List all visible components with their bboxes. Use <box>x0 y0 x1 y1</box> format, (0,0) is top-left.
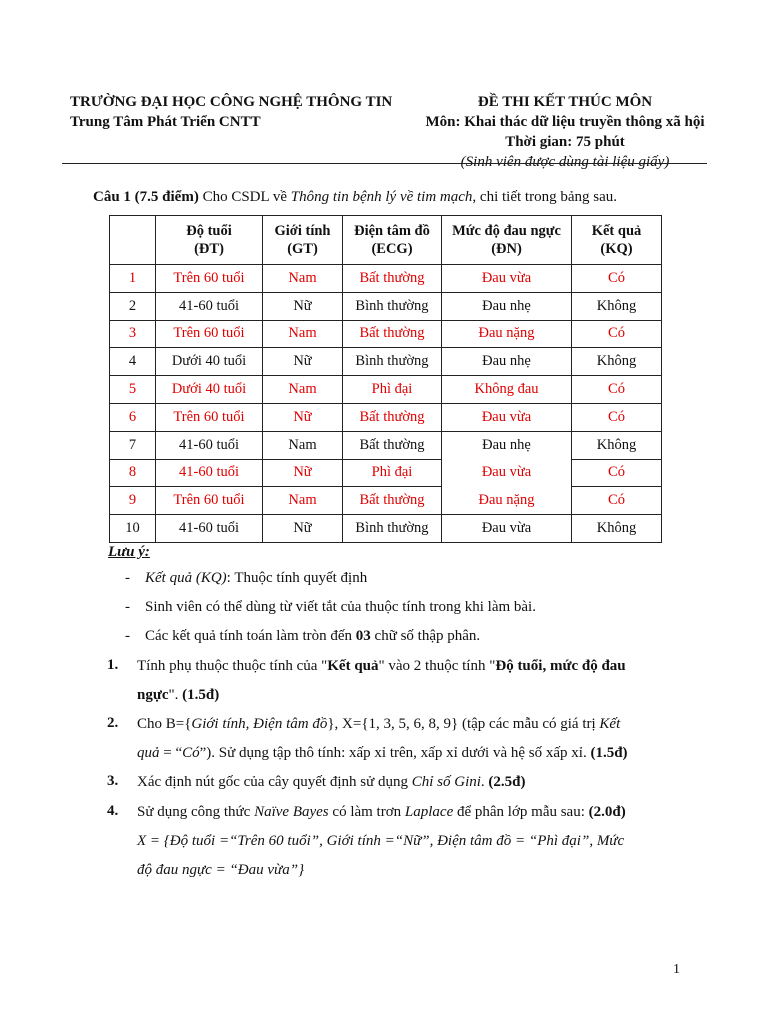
cell-gender: Nữ <box>263 403 343 431</box>
cell-ecg: Bình thường <box>343 515 442 543</box>
exam-title: ĐỀ THI KẾT THÚC MÔN <box>477 94 653 110</box>
cell-age: 41-60 tuổi <box>156 431 263 459</box>
exam-header <box>410 92 720 172</box>
cell-gender: Nam <box>263 376 343 404</box>
cell-result: Có <box>572 376 662 404</box>
header-divider <box>62 163 707 164</box>
cell-ecg: Bất thường <box>343 265 442 293</box>
cell-ecg: Phì đại <box>343 459 442 487</box>
cell-gender: Nam <box>263 265 343 293</box>
cell-ecg: Bình thường <box>343 292 442 320</box>
cell-gender: Nữ <box>263 515 343 543</box>
cell-gender: Nam <box>263 487 343 515</box>
table-row <box>110 376 662 404</box>
cell-chest-pain: Đau vừa <box>442 403 572 431</box>
cell-index: 4 <box>110 348 156 376</box>
cell-result: Không <box>572 431 662 459</box>
cell-index: 10 <box>110 515 156 543</box>
note-bullet-2: - Sinh viên có thể dùng từ viết tắt của thuộc tính trong khi làm bài. <box>125 599 536 615</box>
cell-age: Dưới 40 tuổi <box>156 376 263 404</box>
question-number-4: 4. <box>107 803 119 819</box>
table-row <box>110 292 662 320</box>
question-3: Xác định nút gốc của cây quyết định sử dụng Chỉ số Gini. (2.5đ) <box>137 774 526 790</box>
question-2: Cho B={Giới tính, Điện tâm đồ}, X={1, 3, 5, 6, 8, 9} (tập các mẫu có giá trị Kết quả = “Có”). Sử dụng tập thô tính: xấp xỉ trên, xấp xỉ dưới và hệ số xấp xỉ. (1.5đ) <box>137 716 628 761</box>
cell-index: 3 <box>110 320 156 348</box>
note-title: Lưu ý: <box>108 544 150 560</box>
table-header-row <box>110 216 662 265</box>
cell-chest-pain: Đau nặng <box>442 487 572 515</box>
question-number-2: 2. <box>107 715 119 731</box>
cell-gender: Nam <box>263 320 343 348</box>
cell-chest-pain: Không đau <box>442 376 572 404</box>
page-number: 1 <box>673 962 680 977</box>
table-row <box>110 265 662 293</box>
cell-result: Không <box>572 292 662 320</box>
cell-result: Không <box>572 515 662 543</box>
cell-chest-pain: Đau vừa <box>442 459 572 487</box>
table-row <box>110 487 662 515</box>
question1-text-a: Cho CSDL về <box>198 189 291 205</box>
cell-chest-pain: Đau nhẹ <box>442 431 572 459</box>
header-result: Kết quả (KQ) <box>572 216 662 265</box>
cell-gender: Nữ <box>263 348 343 376</box>
cell-index: 5 <box>110 376 156 404</box>
cell-result: Có <box>572 403 662 431</box>
cell-chest-pain: Đau vừa <box>442 515 572 543</box>
question1-label: Câu 1 (7.5 điểm) <box>93 189 199 205</box>
question1-text-b: , chi tiết trong bảng sau. <box>472 189 617 205</box>
cell-result: Có <box>572 487 662 515</box>
cell-age: 41-60 tuổi <box>156 515 263 543</box>
table-row <box>110 459 662 487</box>
cell-result: Không <box>572 348 662 376</box>
cell-chest-pain: Đau vừa <box>442 265 572 293</box>
cell-index: 8 <box>110 459 156 487</box>
duration-line: Thời gian: 75 phút <box>505 134 625 150</box>
cell-index: 1 <box>110 265 156 293</box>
question-4: Sử dụng công thức Naïve Bayes có làm trơn Laplace để phân lớp mẫu sau: (2.0đ) X = {Độ tuổi =“Trên 60 tuổi”, Giới tính =“Nữ”, Điện tâm đồ = “Phì đại”, Mức độ đau ngực = “Đau vừa”} <box>137 804 626 878</box>
note-bullet-1: - Kết quả (KQ): Thuộc tính quyết định <box>125 570 368 586</box>
cell-result: Có <box>572 459 662 487</box>
materials-note: (Sinh viên được dùng tài liệu giấy) <box>460 154 670 170</box>
cell-ecg: Bình thường <box>343 348 442 376</box>
header-gender: Giới tính (GT) <box>263 216 343 265</box>
header-chest-pain: Mức độ đau ngực (ĐN) <box>442 216 572 265</box>
cell-age: 41-60 tuổi <box>156 459 263 487</box>
cell-gender: Nữ <box>263 292 343 320</box>
cell-age: Trên 60 tuổi <box>156 265 263 293</box>
question-number-3: 3. <box>107 773 119 789</box>
cell-ecg: Bất thường <box>343 403 442 431</box>
cell-ecg: Bất thường <box>343 431 442 459</box>
cell-index: 2 <box>110 292 156 320</box>
school-name: TRƯỜNG ĐẠI HỌC CÔNG NGHỆ THÔNG TIN <box>70 94 393 110</box>
cell-ecg: Bất thường <box>343 487 442 515</box>
header-age: Độ tuổi (ĐT) <box>156 216 263 265</box>
question1-intro <box>93 189 617 206</box>
center-name: Trung Tâm Phát Triển CNTT <box>70 114 261 130</box>
header-index <box>110 216 156 265</box>
table-row <box>110 348 662 376</box>
cell-index: 7 <box>110 431 156 459</box>
question1-topic: Thông tin bệnh lý về tim mạch <box>290 189 473 205</box>
table-row <box>110 431 662 459</box>
subject-line: Môn: Khai thác dữ liệu truyền thông xã hội <box>425 114 705 130</box>
cell-chest-pain: Đau nhẹ <box>442 292 572 320</box>
cell-result: Có <box>572 265 662 293</box>
note-bullet-3: - Các kết quả tính toán làm tròn đến 03 chữ số thập phân. <box>125 628 481 644</box>
cell-chest-pain: Đau nặng <box>442 320 572 348</box>
school-header <box>70 92 392 132</box>
cell-ecg: Bất thường <box>343 320 442 348</box>
cell-age: Trên 60 tuổi <box>156 320 263 348</box>
cell-chest-pain: Đau nhẹ <box>442 348 572 376</box>
cell-gender: Nam <box>263 431 343 459</box>
cell-ecg: Phì đại <box>343 376 442 404</box>
cell-gender: Nữ <box>263 459 343 487</box>
question-1: Tính phụ thuộc thuộc tính của "Kết quả" vào 2 thuộc tính "Độ tuổi, mức độ đau ngực". (1.5đ) <box>137 658 626 703</box>
cell-index: 6 <box>110 403 156 431</box>
header-ecg: Điện tâm đồ (ECG) <box>343 216 442 265</box>
cell-age: Trên 60 tuổi <box>156 403 263 431</box>
cell-age: Dưới 40 tuổi <box>156 348 263 376</box>
heart-disease-table <box>109 215 662 543</box>
table-row <box>110 515 662 543</box>
table-row <box>110 403 662 431</box>
cell-result: Có <box>572 320 662 348</box>
cell-index: 9 <box>110 487 156 515</box>
cell-age: 41-60 tuổi <box>156 292 263 320</box>
cell-age: Trên 60 tuổi <box>156 487 263 515</box>
question-number-1: 1. <box>107 657 119 673</box>
table-row <box>110 320 662 348</box>
